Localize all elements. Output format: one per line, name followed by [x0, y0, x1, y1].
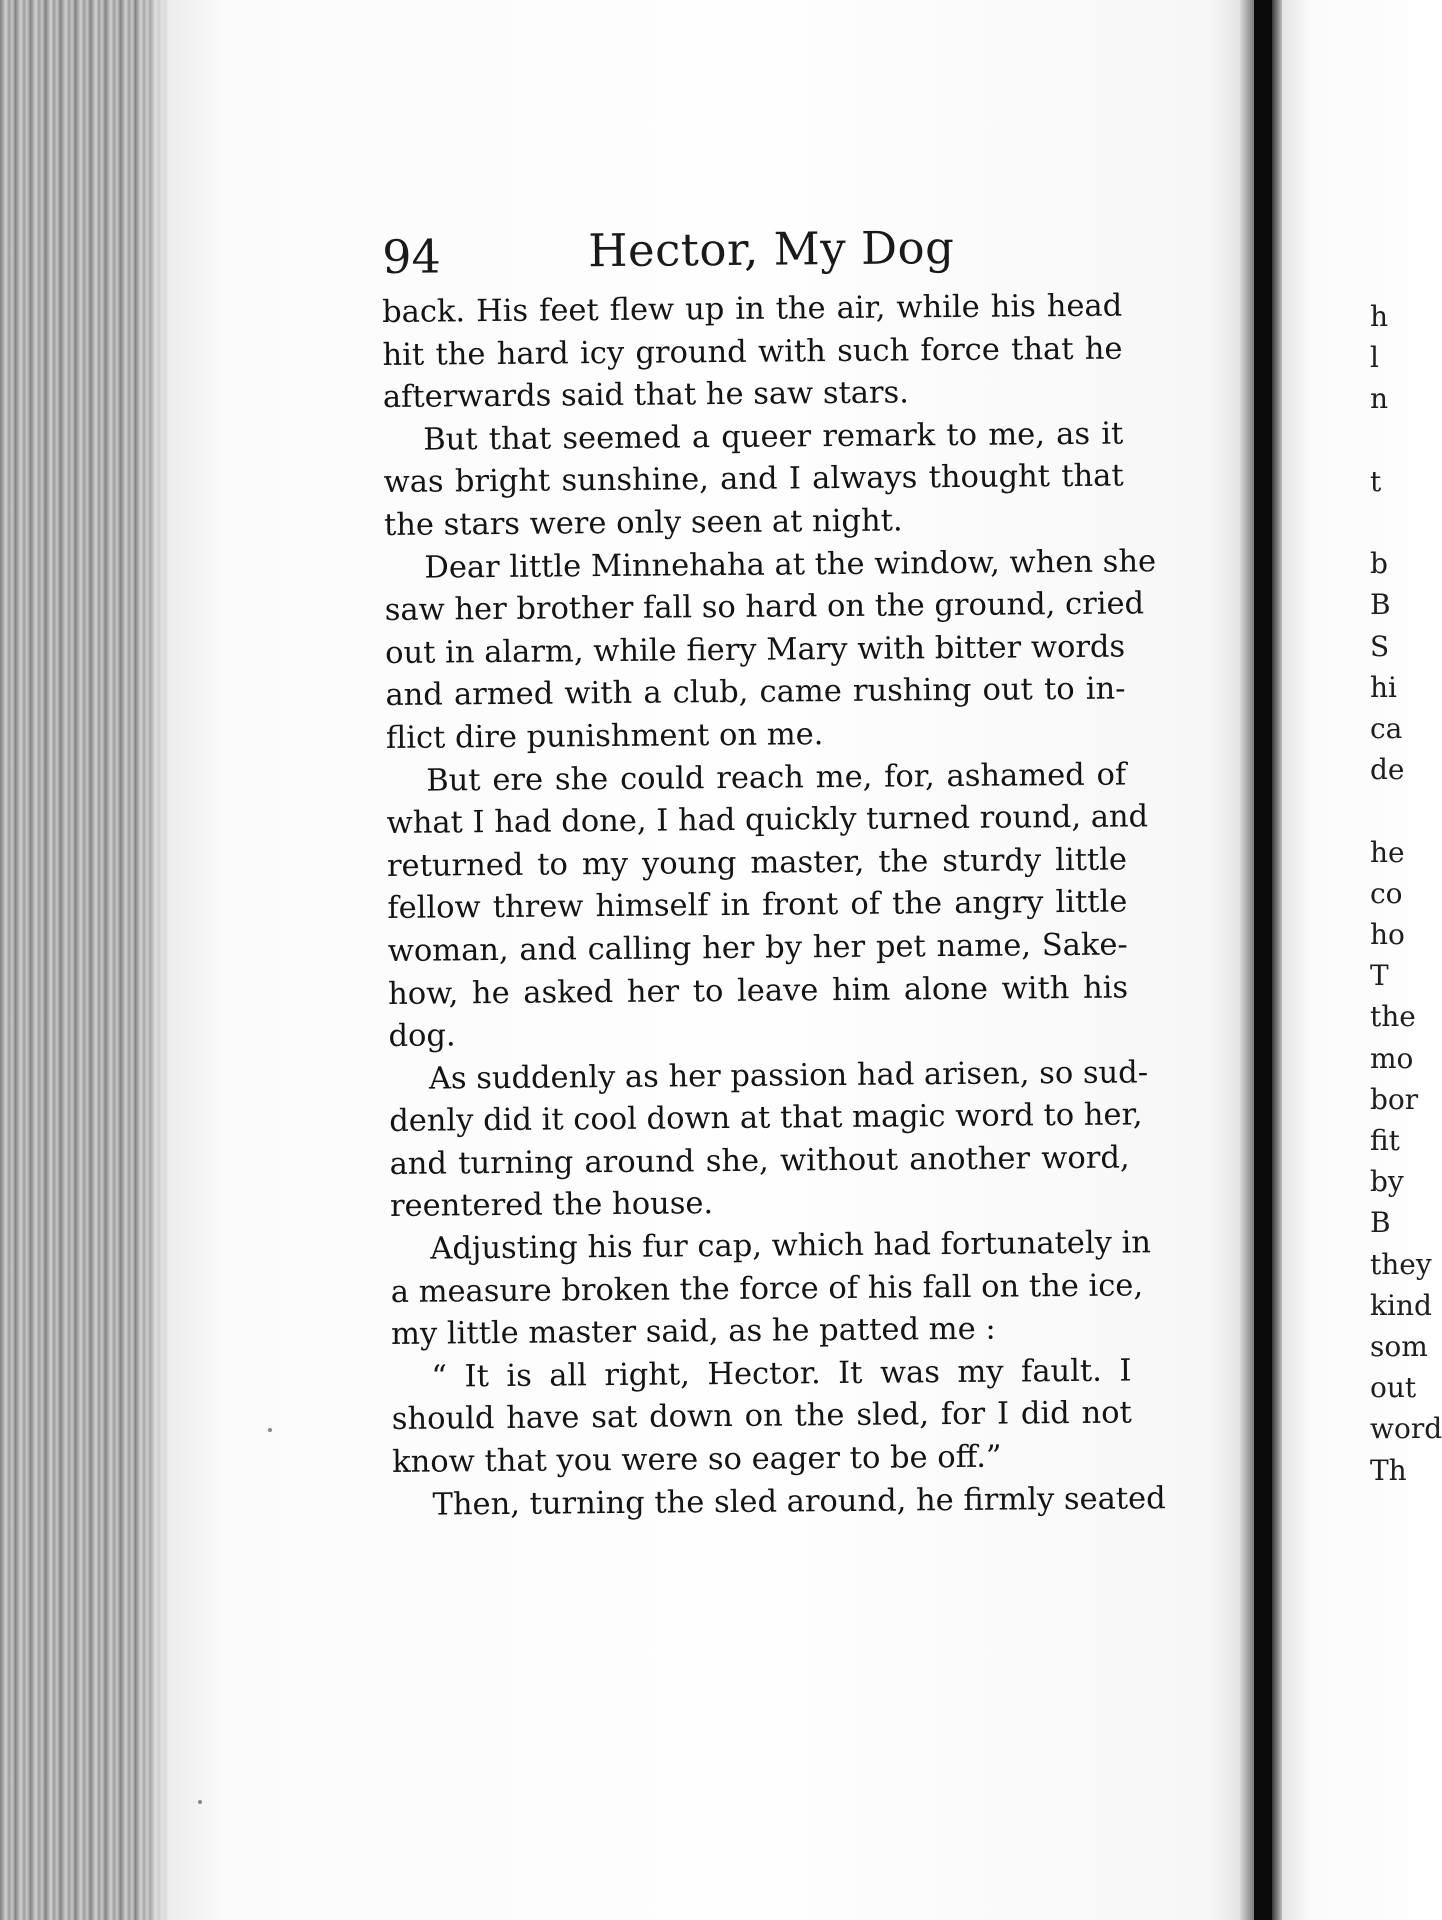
paragraph [392, 1478, 1166, 1527]
book-binding [1254, 0, 1272, 1920]
text-line: was bright sunshine, and I always thought that [383, 458, 1124, 501]
text-line: afterwards said that he saw stars. [382, 375, 910, 416]
facing-line-fragment: hi [1370, 670, 1397, 704]
body-text [382, 286, 1166, 1528]
text-line: woman, and calling her by her pet name, Sake- [387, 927, 1128, 969]
page-edges [0, 0, 170, 1920]
facing-page [1282, 0, 1442, 1920]
page-number: 94 [382, 229, 442, 284]
facing-line-fragment: som [1370, 1330, 1428, 1363]
facing-line-fragment: he [1370, 835, 1405, 869]
text-line: returned to my young master, the sturdy little [386, 842, 1128, 884]
facing-line-fragment: kind [1370, 1288, 1432, 1322]
facing-line-fragment: bor [1370, 1082, 1419, 1116]
facing-line-fragment: B [1370, 588, 1391, 622]
text-line: Adjusting his fur cap, which had fortunately in [430, 1225, 1152, 1267]
text-line: But that seemed a queer remark to me, as it [423, 416, 1124, 458]
facing-line-fragment: l [1370, 341, 1379, 375]
text-line: As suddenly as her passion had arisen, so sud- [428, 1055, 1149, 1097]
facing-line-fragment: out [1370, 1371, 1417, 1405]
paragraph [391, 1350, 1132, 1484]
text-line: how, he asked her to leave him alone with his [387, 970, 1129, 1012]
facing-line-fragment: Th [1370, 1453, 1407, 1487]
text-line: should have sat down on the sled, for I did not [391, 1395, 1132, 1438]
facing-line-fragment: fit [1370, 1124, 1400, 1157]
facing-line-fragment: word [1370, 1412, 1442, 1446]
running-head [382, 219, 1142, 286]
paragraph [382, 286, 1123, 420]
text-line: a measure broken the force of his fall on the ice, [390, 1268, 1144, 1310]
text-line: hit the hard icy ground with such force that he [382, 331, 1123, 373]
facing-line-fragment: they [1370, 1247, 1432, 1281]
text-line: what I had done, I had quickly turned round, and [386, 799, 1149, 842]
text-line: and armed with a club, came rushing out to in- [385, 671, 1126, 714]
paragraph [389, 1052, 1149, 1229]
text-line: back. His feet flew up in the air, while his head [382, 288, 1123, 330]
facing-line-fragment: T [1370, 959, 1389, 993]
paragraph [386, 754, 1149, 1059]
text-line: dog. [388, 1018, 456, 1055]
facing-line-fragment: S [1370, 629, 1390, 663]
facing-line-fragment: B [1370, 1206, 1391, 1240]
running-title: Hector, My Dog [587, 221, 955, 278]
text-line: denly did it cool down at that magic word to her, [389, 1097, 1143, 1140]
scan-speck [268, 1428, 272, 1432]
text-line: Dear little Minnehaha at the window, when she [424, 543, 1157, 586]
facing-line-fragment: ho [1370, 918, 1405, 951]
text-line: flict dire punishment on me. [385, 717, 824, 756]
text-line: my little master said, as he patted me : [390, 1311, 996, 1353]
paragraph [390, 1223, 1152, 1357]
text-line: saw her brother fall so hard on the ground, cried [384, 586, 1145, 629]
facing-line-fragment: de [1370, 753, 1405, 787]
text-line: But ere she could reach me, for, ashamed of [426, 757, 1127, 799]
text-line: Then, turning the sled around, he firmly seated [432, 1480, 1166, 1523]
text-line: and turning around she, without another word, [389, 1140, 1130, 1182]
facing-line-fragment: by [1370, 1165, 1404, 1199]
paragraph [383, 413, 1124, 547]
paragraph [384, 541, 1157, 760]
scan-speck [198, 1800, 202, 1804]
facing-line-fragment: the [1370, 1000, 1416, 1034]
text-line: out in alarm, while fiery Mary with bitter words [384, 629, 1126, 671]
text-line: fellow threw himself in front of the angry little [387, 884, 1128, 927]
facing-line-fragment: n [1370, 382, 1389, 416]
facing-line-fragment: b [1370, 547, 1388, 581]
text-line: reentered the house. [389, 1186, 714, 1225]
facing-line-fragment: co [1370, 876, 1403, 910]
text-line: the stars were only seen at night. [383, 503, 903, 543]
facing-line-fragment: t [1370, 464, 1382, 498]
facing-line-fragment: ca [1370, 712, 1403, 745]
text-line: know that you were so eager to be off.” [392, 1439, 1002, 1480]
facing-line-fragment: h [1370, 300, 1389, 333]
facing-line-fragment: mo [1370, 1041, 1414, 1075]
text-line: “ It is all right, Hector. It was my fault. I [431, 1353, 1132, 1395]
